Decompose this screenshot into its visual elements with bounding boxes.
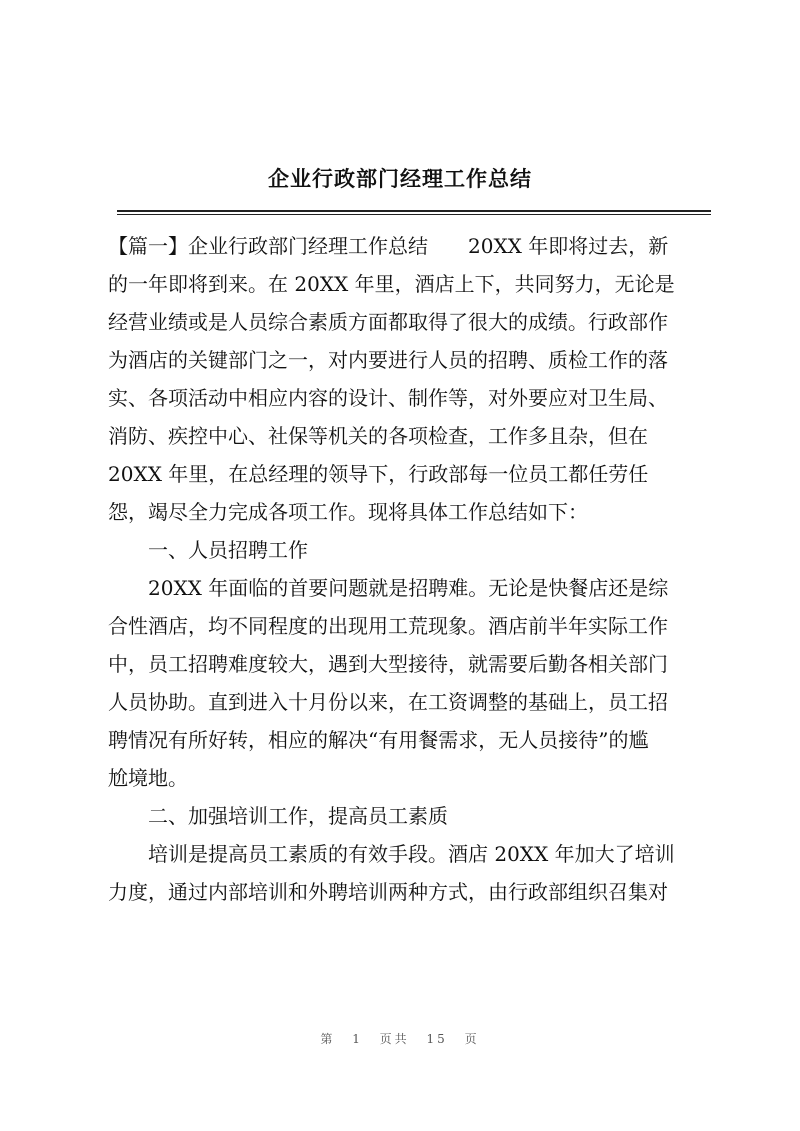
- text-line: 力度，通过内部培训和外聘培训两种方式，由行政部组织召集对: [108, 880, 668, 904]
- footer-label-page: 第: [320, 1032, 336, 1046]
- footer-total-pages: 15: [426, 1032, 448, 1046]
- document-title: 企业行政部门经理工作总结: [268, 166, 532, 191]
- text-line: 为酒店的关键部门之一，对内要进行人员的招聘、质检工作的落: [108, 348, 668, 372]
- title-rule-thin: [117, 214, 711, 215]
- text-line: 中，员工招聘难度较大，遇到大型接待，就需要后勤各相关部门: [108, 652, 668, 676]
- text-line: 怨，竭尽全力完成各项工作。现将具体工作总结如下：: [108, 500, 588, 524]
- text-line: 消防、疾控中心、社保等机关的各项检查，工作多且杂，但在: [108, 424, 648, 448]
- text-line: 尬境地。: [108, 766, 188, 790]
- text-line: 合性酒店，均不同程度的出现用工荒现象。酒店前半年实际工作: [108, 614, 668, 638]
- text-line: 的一年即将到来。在 20XX 年里，酒店上下，共同努力，无论是: [108, 272, 675, 296]
- text-line: 【篇一】企业行政部门经理工作总结 20XX 年即将过去，新: [108, 234, 669, 258]
- text-line: 20XX 年面临的首要问题就是招聘难。无论是快餐店还是综: [108, 576, 669, 600]
- text-line: 实、各项活动中相应内容的设计、制作等，对外要应对卫生局、: [108, 386, 668, 410]
- footer-label-pages: 页: [464, 1032, 480, 1046]
- text-line: 聘情况有所好转，相应的解决“有用餐需求，无人员接待”的尴: [108, 728, 649, 752]
- text-line: 20XX 年里，在总经理的领导下，行政部每一位员工都任劳任: [108, 462, 649, 486]
- title-rule: [117, 210, 711, 212]
- text-line: 培训是提高员工素质的有效手段。酒店 20XX 年加大了培训: [108, 842, 675, 866]
- footer-current-page: 1: [352, 1032, 363, 1046]
- text-line: 经营业绩或是人员综合素质方面都取得了很大的成绩。行政部作: [108, 310, 668, 334]
- section-heading: 一、人员招聘工作: [108, 538, 308, 562]
- page-footer: [0, 1030, 800, 1047]
- text-line: 人员协助。直到进入十月份以来，在工资调整的基础上，员工招: [108, 690, 668, 714]
- section-heading: 二、加强培训工作，提高员工素质: [108, 804, 448, 828]
- footer-label-of: 页共: [379, 1032, 410, 1046]
